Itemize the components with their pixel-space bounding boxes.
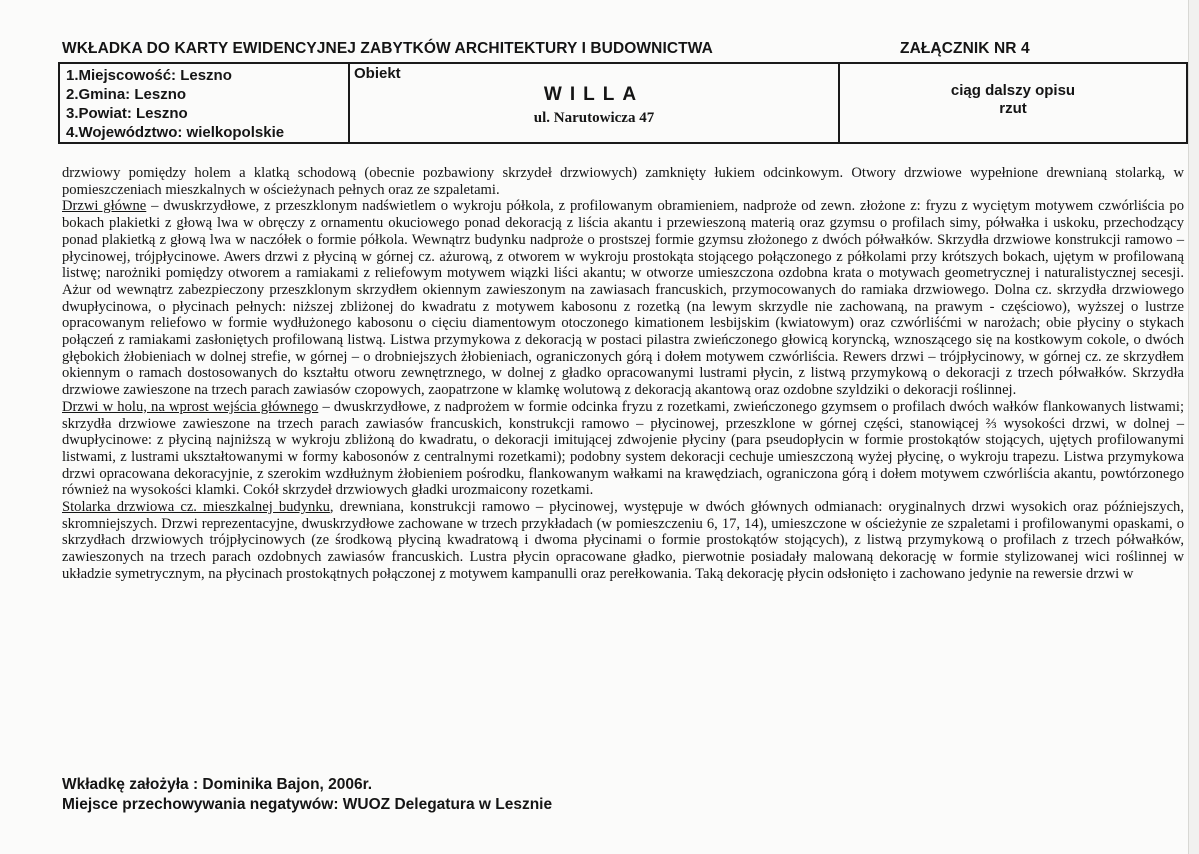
- paragraph-2: [62, 198, 1184, 398]
- object-cell: [349, 63, 839, 143]
- description-body: [62, 165, 1184, 583]
- context-cell: [839, 63, 1187, 143]
- paragraph-2-text: – dwuskrzydłowe, z przeszklonym nadświetlem o wykroju półkola, z profilowanym obramieniem, nadproże od zewn. złożone z: fryzu z wyciętym motywem czwórliścia po bokach plakietki z głową lwa w obręczy z ornamentu okuciowego ponad dekoracją z liścia akantu i przewieszoną materią oraz gzymsu o profilach simy, półwałka i uskoku, przechodzący ponad plakietką z głową lwa w naczółek o formie półkola. Wewnątrz budynku nadproże o prostszej formie gzymsu złożonego z dwóch półwałków. Skrzydła drzwiowe konstrukcji ramowo – płycinowej, trójpłycinowe. Awers drzwi z płyciną w górnej cz. ażurową, z otworem w wykroju prostokąta stojącego połączonego z półkolami przy krótszych bokach, ujętym w profilowaną listwę; narożniki pomiędzy otworem a ramiakami z reliefowym motywem wiązki liści akantu; w otworze umieszczona ozdobna krata o motywach geometrycznej i naturalistycznej secesji. Ażur od wewnątrz zabezpieczony przeszklonym skrzydłem okiennym zawieszonym na zawiasach francuskich, przymocowanych do ramiaka drzwiowego. Dolna cz. skrzydła drzwiowego dwupłycinowa, o płycinach pełnych: niższej zbliżonej do kwadratu z motywem kabosonu z rozetką (na lewym skrzydle nie zachowaną, na prawym - częściowo), wyższej o lustrze opracowanym reliefowo w formie wydłużonego kabosonu o cięciu diamentowym otoczonego kimationem lesbijskim (kwiatowym) oraz czwórliśćmi w narożach; obie płyciny o stykach połączeń z ramiakami zasłoniętych profilowaną listwą. Listwa przymykowa z dekoracją w postaci pilastra zwieńczonego głowicą koryncką, wznoszącego się na kostkowym cokole, o dwóch głębokich żłobieniach w dolnej strefie, w górnej – o drobniejszych żłobieniach, ograniczonych górą i dołem motywem czwórliścia. Rewers drzwi – trójpłycinowy, w górnej cz. ze skrzydłem okiennym o ramach dostosowanych do kształtu otworu zewnętrznego, w dolnej z gładko opracowanymi lustrami płycin, z listwą przymykową o dekoracji z trzech półwałków. Skrzydła drzwiowe zawieszone na trzech parach zawiasów czopowych, zaopatrzone w klamkę wolutową z dekoracją akantową oraz ozdobne szyldziki o dekoracji roślinnej.: [62, 198, 1184, 399]
- object-address: ul. Narutowicza 47: [533, 110, 655, 126]
- paragraph-3: [62, 399, 1184, 499]
- context-text: [840, 82, 1186, 118]
- document-title: WKŁADKA DO KARTY EWIDENCYJNEJ ZABYTKÓW ARCHITEKTURY I BUDOWNICTWA: [62, 40, 713, 57]
- object-label: Obiekt: [354, 65, 401, 82]
- info-table: [58, 62, 1188, 144]
- paragraph-4-text: , drewniana, konstrukcji ramowo – płycinowej, występuje w dwóch głównych odmianach: oryginalnych drzwi wysokich oraz późniejszych, skromniejszych. Drzwi reprezentacyjne, dwuskrzydłowe zachowane w trzech przykładach (w pomieszczeniu 6, 17, 14), umieszczone w ościeżynie ze szpaletami i profilowanymi opaskami, o skrzydłach drzwiowych trójpłycinowych (ze środkową płyciną kwadratową i dwoma płycinami o formie prostokątów stojących), z listwą przymykową o profilach z trzech półwałków, zawieszonych na trzech parach ozdobnych zawiasów francuskich. Lustra płycin opracowane gładko, pierwotnie posiadały malowaną dekorację w formie stylizowanej wici roślinnej w układzie symetrycznym, na płycinach prostokątnych połączonej z motywem kampanulli oraz perełkowania. Taką dekorację płycin odsłonięto i zachowano jedynie na rewersie drzwi w: [62, 499, 1184, 582]
- scan-edge: [1188, 0, 1199, 854]
- paragraph-3-text: – dwuskrzydłowe, z nadprożem w formie odcinka fryzu z rozetkami, zwieńczonego gzymsem o profilach dwóch wałków flankowanych listwami; skrzydła drzwiowe zawieszone na trzech parach zawiasów francuskich, konstrukcji ramowo – płycinowej, przeszklone w górnej części, stanowiącej ⅔ wysokości drzwi, w dolnej – dwupłycinowe: z płyciną najniższą w wykroju zbliżoną do kwadratu, o dekoracji imitującej zdwojenie płyciny (para pseudopłycin w formie prostokątów stojących, ujętych profilowanymi listwami, z lustrami ukształtowanymi w formy kabosonów z centralnymi rozetkami); podobny system dekoracji cechuje umieszczoną wyżej płycinę, o wykroju trapezu. Listwa przymykowa drzwi opracowana dekoracyjnie, z szerokim wzdłużnym żłobieniem pośrodku, flankowanym wałkami na krawędziach, ograniczona górą i dołem motywem czwórliścia akantu, powtórzonego również na wysokości klamki. Cokół skrzydeł drzwiowych gładki urozmaicony rozetkami.: [62, 398, 1184, 499]
- location-cell: [59, 63, 349, 143]
- location-commune: 2.Gmina: Leszno: [66, 86, 187, 103]
- object-name: WILLA: [543, 84, 645, 105]
- author-line: Wkładkę założyła : Dominika Bajon, 2006r.: [62, 776, 373, 793]
- section-heading-main-door: Drzwi główne: [62, 198, 147, 215]
- document-footer: [62, 775, 552, 815]
- context-line-1: ciąg dalszy opisu: [950, 82, 1076, 99]
- context-line-2: rzut: [999, 100, 1027, 117]
- paragraph-1: drzwiowy pomiędzy holem a klatką schodową (obecnie pozbawiony skrzydeł drzwiowych) zamknięty łukiem odcinkowym. Otwory drzwiowe wypełnione drewnianą stolarką, w pomieszczeniach mieszkalnych w ościeżynach pełnych oraz ze szpaletami.: [62, 165, 1184, 198]
- location-town: 1.Miejscowość: Leszno: [66, 67, 232, 84]
- location-voivodeship: 4.Województwo: wielkopolskie: [66, 124, 285, 141]
- section-heading-hall-door: Drzwi w holu, na wprost wejścia głównego: [62, 398, 319, 415]
- negatives-storage-line: Miejsce przechowywania negatywów: WUOZ Delegatura w Lesznie: [62, 796, 553, 813]
- attachment-number: ZAŁĄCZNIK NR 4: [900, 40, 1030, 57]
- section-heading-residential-joinery: Stolarka drzwiowa cz. mieszkalnej budynku: [62, 499, 330, 516]
- location-county: 3.Powiat: Leszno: [66, 105, 188, 122]
- paragraph-4: [62, 499, 1184, 583]
